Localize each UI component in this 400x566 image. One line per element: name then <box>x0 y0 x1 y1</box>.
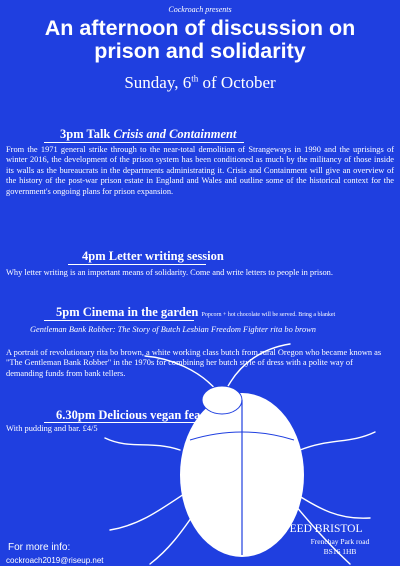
feast-description: With pudding and bar. £4/5 <box>6 424 98 433</box>
letters-underline <box>68 264 206 265</box>
cinema-description: A portrait of revolutionary rita bo brown, a white working class butch from rural Oregon who became known as "The Gentleman Bank Robber" in the 1970s for combining her butch style of dress with a polite way of demanding funds from bank tellers. <box>6 348 382 378</box>
venue-street: Frenchay Park road <box>310 537 370 546</box>
date-day: Sunday, 6 <box>124 73 192 92</box>
poster-title <box>0 17 400 63</box>
title-line-1: An afternoon of discussion on <box>44 16 356 40</box>
talk-heading <box>60 127 236 142</box>
venue-name: at FEED BRISTOL <box>272 523 363 535</box>
letters-heading: 4pm Letter writing session <box>82 249 224 263</box>
feast-heading: 6.30pm Delicious vegan feast <box>56 408 210 422</box>
talk-name: Crisis and Containment <box>113 127 237 141</box>
cinema-heading <box>56 305 335 320</box>
cinema-note: Popcorn + hot chocolate will be served. Bring a blanket <box>201 312 336 318</box>
letters-description: Why letter writing is an important means of solidarity. Come and write letters to people in prison. <box>6 268 333 277</box>
film-title: Gentleman Bank Robber: The Story of Butch Lesbian Freedom Fighter rita bo brown <box>30 325 316 334</box>
talk-description: From the 1971 general strike through to the near-total demolition of Strangeways in 1990 and the uprisings of winter 2016, the development of the prison system has been conditioned as much by the militancy of those inside its walls as the bureaucrats in the departments administrating it. Crisis and Containment will give an overview of the history of the post-war prison estate in England and Wales and outline some of the historical context for the government's ongoing plans for prison expansion. <box>6 145 394 196</box>
venue-address <box>300 537 380 557</box>
cinema-underline <box>44 320 194 321</box>
contact-email[interactable]: cockroach2019@riseup.net <box>6 556 104 565</box>
date-month: of October <box>198 73 276 92</box>
title-line-2: prison and solidarity <box>94 39 306 63</box>
feast-underline <box>44 422 208 423</box>
cinema-heading-text: 5pm Cinema in the garden <box>56 305 199 319</box>
presenter-line: Cockroach presents <box>168 5 232 14</box>
talk-underline <box>44 142 244 143</box>
more-info-label: For more info: <box>8 542 71 553</box>
talk-time: 3pm Talk <box>60 127 114 141</box>
date-ordinal: th <box>191 73 199 84</box>
event-date <box>0 73 400 93</box>
venue-postcode: BS16 1HB <box>323 547 357 556</box>
